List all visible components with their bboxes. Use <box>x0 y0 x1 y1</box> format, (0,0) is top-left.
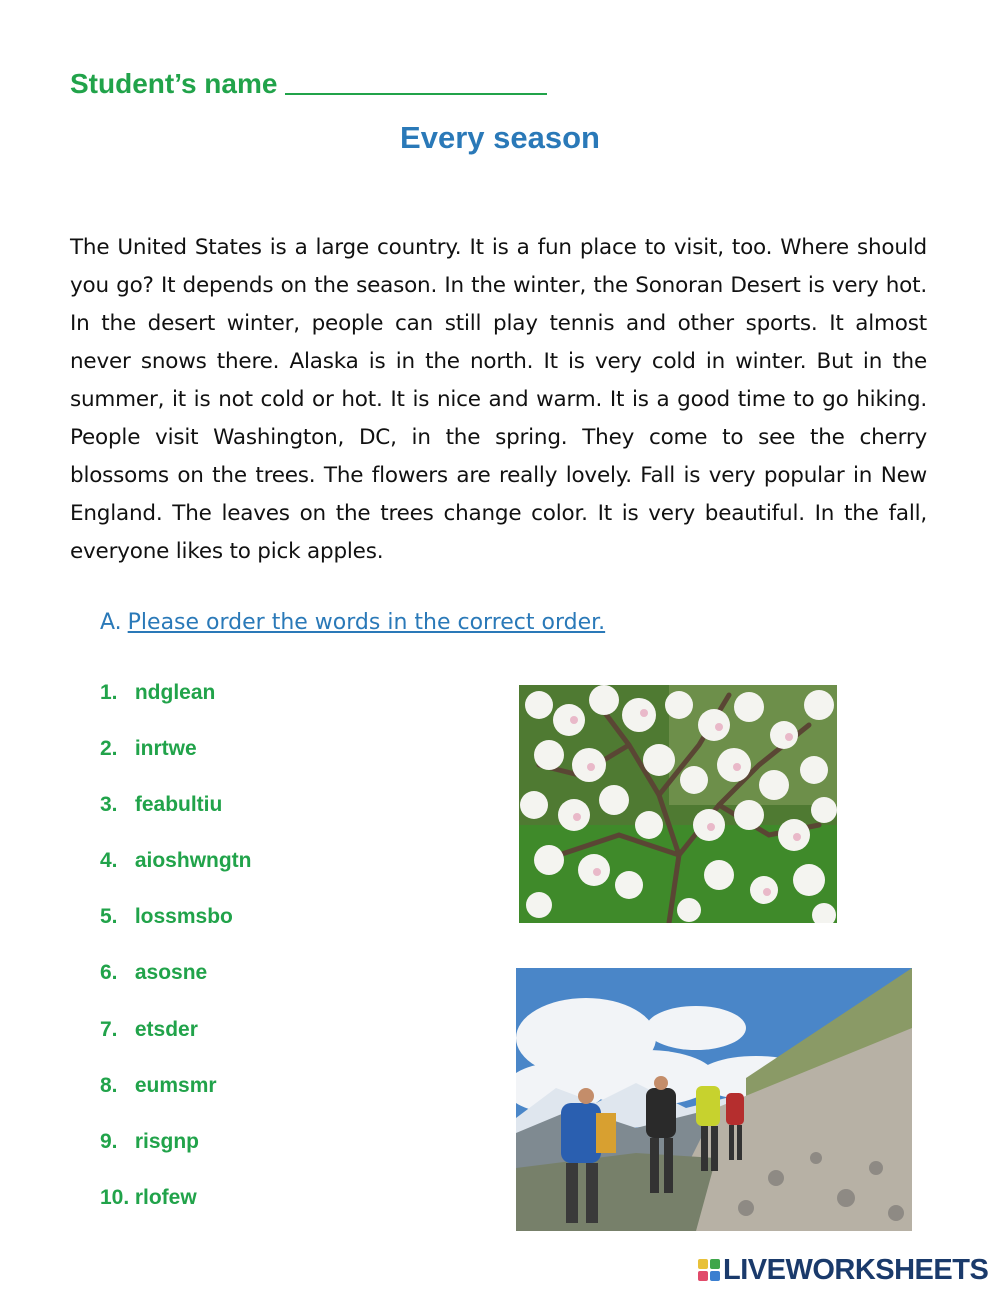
blossom-tree-photo <box>519 685 837 923</box>
scrambled-word-list <box>100 681 252 1242</box>
list-item: 8. eumsmr <box>100 1073 217 1097</box>
exercise-instruction <box>100 610 605 635</box>
scrambled-word: asosne <box>134 961 208 985</box>
student-name-field <box>70 68 547 100</box>
list-item: 3. feabultiu <box>100 793 223 817</box>
list-item: 5. lossmsbo <box>100 905 233 929</box>
scrambled-word: etsder <box>134 1017 198 1041</box>
list-item: 4. aioshwngtn <box>100 849 252 873</box>
scrambled-word: feabultiu <box>134 793 223 817</box>
student-name-blank[interactable] <box>285 93 547 95</box>
exercise-letter: A. <box>100 610 122 635</box>
scrambled-word: rlofew <box>134 1185 197 1209</box>
scrambled-word: ndglean <box>134 681 216 704</box>
list-item: 9. risgnp <box>100 1129 200 1153</box>
scrambled-word: eumsmr <box>134 1073 217 1097</box>
logo-icon <box>698 1259 720 1281</box>
exercise-instruction-text: Please order the words in the correct order. <box>127 610 606 635</box>
scrambled-word: lossmsbo <box>134 905 233 929</box>
list-item: 2. inrtwe <box>100 737 197 761</box>
logo-text: LIVEWORKSHEETS <box>723 1254 989 1286</box>
list-item: 1. ndglean <box>100 681 216 704</box>
list-item: 10. rlofew <box>100 1185 197 1209</box>
reading-passage: The United States is a large country. It is a fun place to visit, too. Where should you go? It depends on the season. In the winter, the Sonoran Desert is very hot. In the desert winter, people can still play tennis and other sports. It almost never snows there. Alaska is in the north. It is very cold in winter. But in the summer, it is not cold or hot. It is nice and warm. It is a good time to go hiking. People visit Washington, DC, in the spring. They come to see the cherry blossoms on the trees. The flowers are really lovely. Fall is very popular in New England. The leaves on the trees change color. It is very beautiful. In the fall, everyone likes to pick apples. <box>70 235 927 564</box>
scrambled-word: inrtwe <box>134 737 197 761</box>
page-title: Every season <box>400 120 600 155</box>
hikers-photo <box>516 968 912 1231</box>
liveworksheets-logo <box>698 1256 988 1284</box>
student-name-label: Student’s name <box>70 68 278 99</box>
scrambled-word: aioshwngtn <box>134 849 252 873</box>
list-item: 7. etsder <box>100 1017 198 1041</box>
list-item: 6. asosne <box>100 961 208 985</box>
scrambled-word: risgnp <box>134 1129 200 1153</box>
